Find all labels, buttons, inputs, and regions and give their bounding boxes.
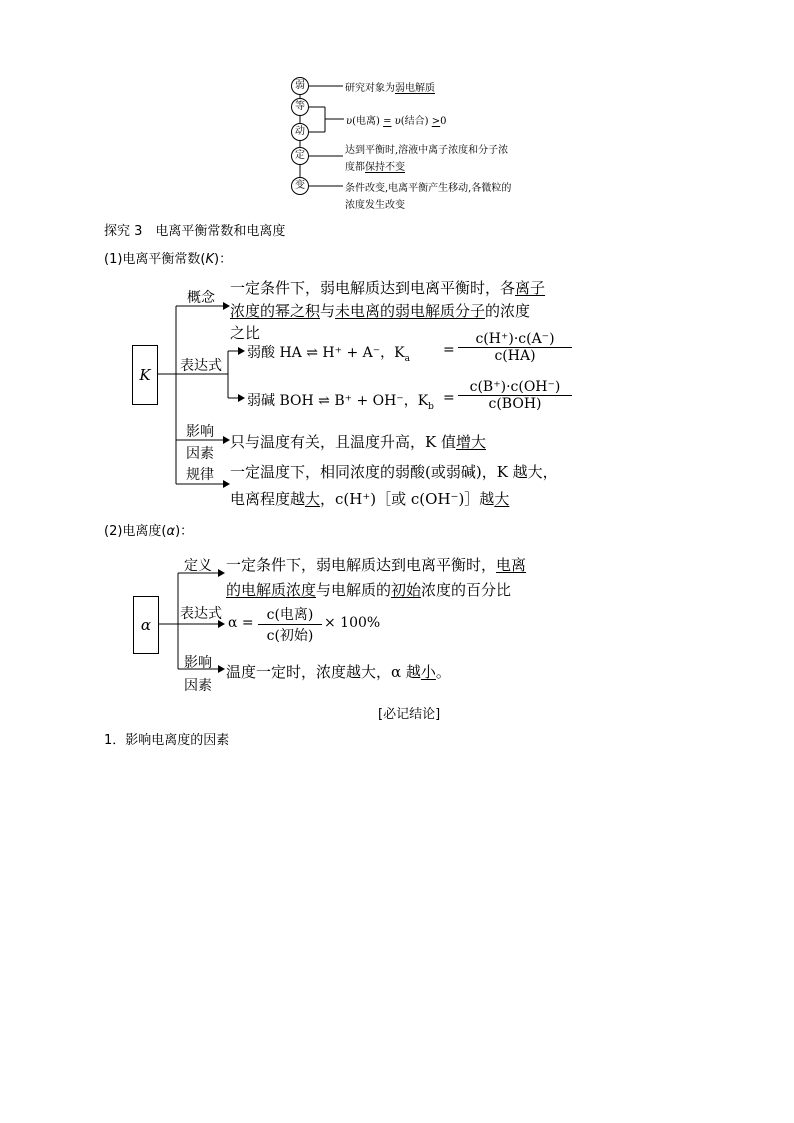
k-expression-label: 表达式 [180, 358, 222, 374]
k-box: K [132, 345, 158, 405]
k-factor-label1: 影响 [186, 424, 214, 440]
alpha-fraction: c(电离) c(初始) [258, 604, 322, 645]
k-base-equals: = [443, 390, 455, 406]
alpha-definition-line2: 的电解质浓度与电解质的初始浓度的百分比 [226, 581, 512, 599]
k-concept-line1: 一定条件下，弱电解质达到电离平衡时，各离子 [230, 279, 546, 297]
alpha-heading: (2)电离度(α)： [104, 524, 194, 539]
k-rule-line2: 电离程度越大，c(H⁺)［或 c(OH⁻)］越大 [230, 490, 510, 508]
k-factor-label2: 因素 [186, 446, 214, 462]
fixed-line2: 度都保持不变 [345, 162, 405, 173]
alpha-box: α [133, 596, 159, 654]
alpha-definition-label: 定义 [184, 558, 212, 574]
alpha-factor-label1: 影响 [184, 655, 212, 671]
fixed-line1: 达到平衡时,溶液中离子浓度和分子浓 [345, 145, 509, 156]
section3-heading: 探究 3 电离平衡常数和电离度 [104, 224, 286, 239]
k-acid-equals: = [443, 342, 455, 358]
k-acid-expression: 弱酸 HA ⇌ H⁺ + A⁻，$K_a$ [247, 345, 410, 364]
node-weak: 弱 [291, 77, 309, 95]
k-rule-line1: 一定温度下，相同浓度的弱酸(或弱碱)，K 越大， [230, 463, 558, 481]
node-fixed: 定 [291, 147, 309, 165]
alpha-expression-rhs: × 100% [324, 615, 381, 631]
alpha-definition-line1: 一定条件下，弱电解质达到电离平衡时，电离 [226, 556, 527, 574]
item-1: 1．影响电离度的因素 [104, 733, 230, 748]
change-line1: 条件改变,电离平衡产生移动,各微粒的 [345, 183, 512, 194]
conclusion-title: [必记结论] [378, 707, 441, 722]
k-concept-line2: 浓度的幂之积与未电离的弱电解质分子的浓度 [230, 302, 531, 320]
k-base-expression: 弱碱 BOH ⇌ B⁺ + OH⁻，$K_b$ [247, 393, 434, 412]
alpha-expression-lhs: α = [228, 615, 254, 631]
node-equal: 等 [291, 98, 309, 116]
alpha-expression-label: 表达式 [180, 606, 222, 622]
alpha-factor-text: 温度一定时，浓度越大，α 越小。 [226, 663, 451, 681]
equal-move-text: υ(电离) = υ(结合) >0 [346, 116, 447, 127]
weak-text: 研究对象为弱电解质 [345, 83, 435, 94]
k-factor-text: 只与温度有关，且温度升高，K 值增大 [230, 433, 486, 451]
change-line2: 浓度发生改变 [345, 200, 405, 211]
k-concept-label: 概念 [187, 290, 215, 306]
k-heading: (1)电离平衡常数(K)： [104, 252, 233, 267]
alpha-factor-label2: 因素 [184, 678, 212, 694]
node-change: 变 [291, 177, 309, 195]
node-move: 动 [291, 123, 309, 141]
k-concept-line3: 之比 [230, 324, 261, 342]
k-acid-fraction: $\frac{c(H^+)\cdot c(A^-)}{c(HA)}$ [458, 331, 572, 364]
k-base-fraction: c(B⁺)·c(OH⁻) c(BOH) [458, 379, 572, 412]
k-rule-label: 规律 [186, 467, 214, 483]
